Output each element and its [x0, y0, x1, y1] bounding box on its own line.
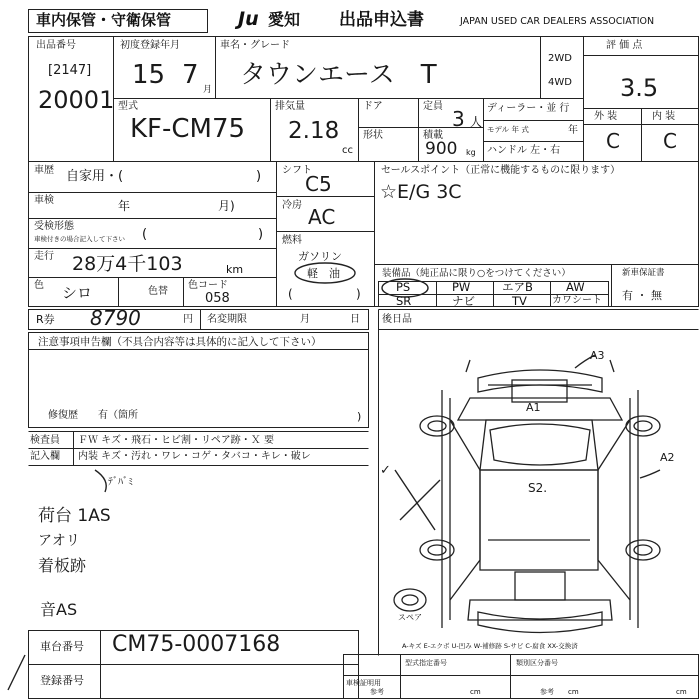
entry-label: 記入欄	[30, 451, 60, 462]
equip-navi: ナビ	[452, 294, 475, 308]
shift-value: C5	[305, 172, 332, 196]
warranty-options: 有 ・ 無	[622, 289, 662, 302]
equip-tv: TV	[512, 294, 527, 308]
cc-unit: cc	[342, 145, 353, 156]
storage-label: 車内保管・守衛保管	[36, 11, 172, 29]
year-unit: 年	[568, 125, 578, 136]
ukehai-open-paren: (	[142, 227, 148, 242]
interior-label: 内 装	[652, 111, 676, 122]
equip-leather: カワシート	[552, 295, 602, 306]
damage-mark-a1: A1	[526, 401, 541, 414]
equipment-label: 装備品（純正品に限り○をつけてください）	[382, 268, 571, 279]
mileage-value: 28万4千103	[72, 253, 183, 275]
registration-month: 7	[182, 60, 199, 90]
ref-label-2: 参考	[540, 688, 554, 696]
model-name: タウンエース T	[240, 60, 437, 90]
fuel-label: 燃料	[282, 235, 302, 246]
lot-number: 20001	[38, 86, 115, 114]
document-title: 出品申込書	[339, 10, 424, 30]
chassis-no-label: 車台番号	[40, 640, 84, 653]
score-value: 3.5	[620, 74, 659, 102]
sales-point-label: セールスポイント（正常に機能するものに限ります）	[381, 165, 621, 176]
logo-city: 愛知	[268, 10, 301, 29]
sales-point-value: ☆E/G 3C	[380, 181, 462, 203]
kata-cert-label: 型式指定番号	[405, 659, 447, 667]
shaken-label: 車検	[34, 195, 54, 206]
meigi-month: 月	[300, 314, 310, 325]
note-line-3: 着板跡	[38, 556, 87, 575]
door-label: ドア	[363, 101, 383, 112]
color-code-value: 058	[205, 291, 230, 306]
ju-logo: Ju	[238, 8, 259, 30]
ukehai-note: 車検付きの場合記入して下さい	[34, 235, 125, 243]
spare-label: スペア	[398, 613, 422, 622]
note-line-1: 荷台 1AS	[38, 506, 111, 526]
cooler-value: AC	[308, 205, 336, 229]
displacement-label: 排気量	[275, 101, 305, 112]
capacity-value: 3	[452, 107, 465, 131]
note-line-4: 音AS	[40, 600, 78, 619]
equip-airbag: エアB	[502, 280, 533, 294]
color-label: 色	[34, 280, 44, 291]
damage-mark-a3: A3	[590, 349, 605, 362]
mileage-label: 走行	[34, 251, 54, 262]
repair-close-paren: )	[357, 410, 362, 423]
drive-2wd: 2WD	[548, 53, 572, 64]
cooler-label: 冷房	[282, 200, 302, 211]
shaken-year-unit: 年	[118, 199, 131, 213]
shift-label: シフト	[282, 165, 312, 176]
equip-pw: PW	[452, 280, 471, 294]
notes-title: 注意事項申告欄（不具合内容等は具体的に記入して下さい）	[38, 336, 322, 348]
lot-code: [2147]	[48, 63, 92, 78]
cm-unit-3: cm	[676, 688, 687, 696]
registration-year: 15	[132, 60, 166, 90]
note-line-2: アオリ	[38, 533, 80, 549]
capacity-label: 定員	[423, 101, 443, 112]
meigi-day: 日	[350, 314, 360, 325]
load-label: 積載	[423, 130, 443, 141]
model-year-label: モデル 年 式	[487, 125, 529, 134]
interior-score: C	[663, 129, 677, 153]
katashiki-label: 型式	[118, 101, 138, 112]
note-top-scribble: ﾃﾞﾊﾞﾐ	[108, 477, 133, 488]
ruibetsu-label: 類別区分番号	[516, 659, 558, 667]
repair-history: 修復歴 有（箇所	[48, 410, 138, 421]
r-ken-label: R券	[36, 313, 55, 326]
equip-ps: PS	[396, 280, 411, 294]
color-change-label: 色替	[148, 286, 168, 297]
score-label: 評 価 点	[606, 40, 643, 51]
meigi-label: 名変期限	[207, 314, 247, 325]
handle-label: ハンドル 左・右	[487, 145, 561, 156]
yen-unit: 円	[183, 314, 193, 325]
exterior-label: 外 装	[594, 111, 618, 122]
damage-mark-s2: S2.	[528, 481, 548, 495]
cert-size-label: 車検証明用	[346, 679, 381, 687]
fuel-gasoline: ガソリン	[298, 250, 342, 263]
load-value: 900	[425, 139, 458, 159]
reg-no-label: 登録番号	[40, 674, 84, 687]
r-ken-amount: 8790	[90, 306, 141, 330]
person-unit: 人	[470, 115, 483, 129]
warranty-label: 新車保証書	[622, 268, 665, 278]
fuel-close-paren: )	[356, 287, 361, 301]
lot-no-label: 出品番号	[36, 40, 76, 51]
displacement-value: 2.18	[288, 118, 340, 144]
check-mark: ✓	[380, 463, 391, 478]
inspector-label: 検査員	[30, 435, 60, 446]
cm-unit-1: cm	[470, 688, 481, 696]
interior-row: 内装 キズ・汚れ・ワレ・コゲ・タバコ・キレ・破レ	[78, 451, 311, 462]
model-grade-label: 車名・グレード	[220, 40, 290, 51]
damage-mark-a2: A2	[660, 451, 675, 464]
after-date-label: 後日品	[382, 314, 412, 325]
history-value: 自家用・(	[66, 169, 124, 184]
shape-label: 形状	[363, 130, 383, 141]
drive-4wd: 4WD	[548, 77, 572, 88]
cm-unit-2: cm	[568, 688, 579, 696]
exterior-score: C	[606, 129, 620, 153]
chassis-no-value: CM75-0007168	[112, 632, 281, 657]
damage-legend: A-キズ E-エクボ U-凹み W-補修跡 S-サビ C-腐食 XX-交換済	[402, 642, 578, 650]
dealer-label: ディーラー・並 行	[487, 103, 570, 114]
fuel-open-paren: (	[288, 287, 293, 301]
ref-label-1: 参考	[370, 688, 384, 696]
equip-sr: SR	[396, 294, 412, 308]
kg-unit: kg	[466, 148, 476, 157]
color-value: シロ	[62, 284, 93, 302]
ukehai-close-paren: )	[258, 227, 264, 242]
association-name: JAPAN USED CAR DEALERS ASSOCIATION	[460, 16, 655, 27]
history-close-paren: )	[256, 169, 262, 184]
fuel-diesel: 軽 油	[307, 267, 340, 280]
history-label: 車歴	[34, 165, 54, 176]
first-registration-label: 初度登録年月	[120, 40, 180, 51]
equip-aw: AW	[566, 280, 585, 294]
shaken-month-unit: 月)	[218, 199, 235, 213]
registration-month-unit: 月	[203, 85, 213, 95]
color-code-label: 色コード	[188, 280, 228, 291]
fw-row: ＦＷ キズ・飛石・ヒビ割・リペア跡・Ｘ 要	[78, 435, 274, 446]
ukehai-label: 受検形態	[34, 221, 74, 232]
km-unit: km	[226, 263, 244, 276]
katashiki-value: KF-CM75	[130, 114, 246, 144]
